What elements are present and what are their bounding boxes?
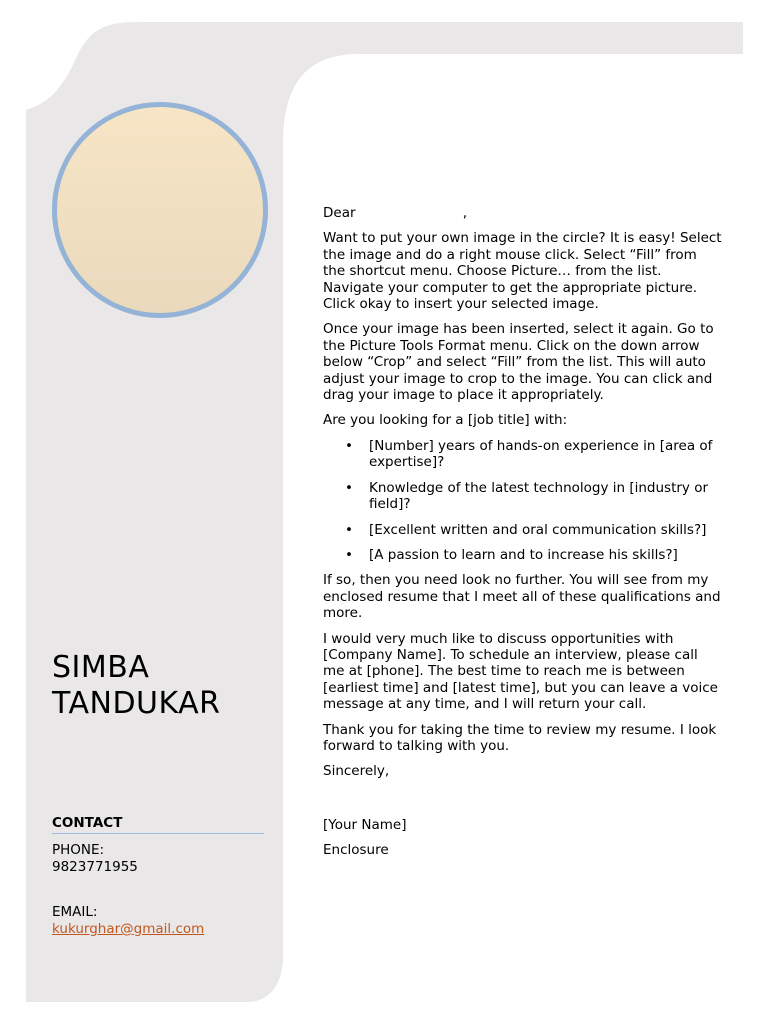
phone-value: 9823771955: [52, 859, 138, 875]
name-first: SIMBA: [52, 650, 150, 685]
paragraph-2: Once your image has been inserted, select it again. Go to the Picture Tools Format menu. Click on the down arrow below “Crop” and select “Fill” from the list. This will auto adjust your image to crop to the image. You can click and drag your image to place it appropriately.: [323, 321, 714, 404]
profile-photo-placeholder[interactable]: [52, 102, 268, 318]
list-item: • [Number] years of hands-on experience in [area of expertise]?: [369, 438, 723, 471]
qualification-list: [323, 438, 723, 563]
enclosure-note: Enclosure: [323, 842, 389, 859]
contact-heading: CONTACT: [52, 815, 264, 834]
email-link[interactable]: kukurghar@gmail.com: [52, 921, 205, 937]
paragraph-4: I would very much like to discuss opportunities with [Company Name]. To schedule an interview, please call me at [phone]. The best time to reach me is between [earliest time] and [latest time], but you can leave a voice message at any time, and I will return your call.: [323, 630, 718, 713]
intro-question: Are you looking for a [job title] with:: [323, 412, 568, 429]
paragraph-3: If so, then you need look no further. You will see from my enclosed resume that I meet all of these qualifications and more.: [323, 572, 721, 622]
cover-letter-body: [323, 205, 723, 868]
closing: Sincerely,: [323, 763, 390, 780]
signature-name: [Your Name]: [323, 816, 407, 833]
paragraph-1: Want to put your own image in the circle? It is easy! Select the image and do a right mouse click. Select “Fill” from the shortcut menu. Choose Picture… from the list. Navigate your computer to get the appropriate picture. Click okay to insert your selected image.: [323, 230, 722, 313]
greeting: Dear ,: [323, 205, 468, 221]
email-label: EMAIL:: [52, 904, 98, 920]
email-block: [52, 904, 204, 938]
name-last: TANDUKAR: [52, 686, 221, 721]
list-item: • Knowledge of the latest technology in [industry or field]?: [369, 480, 723, 513]
paragraph-5: Thank you for taking the time to review my resume. I look forward to talking with you.: [323, 721, 717, 754]
signature-space: [323, 789, 723, 817]
list-item: • [Excellent written and oral communication skills?]: [369, 522, 723, 538]
candidate-name: [52, 650, 221, 722]
phone-label: PHONE:: [52, 842, 105, 858]
phone-block: [52, 842, 138, 876]
list-item: • [A passion to learn and to increase his skills?]: [369, 547, 723, 563]
